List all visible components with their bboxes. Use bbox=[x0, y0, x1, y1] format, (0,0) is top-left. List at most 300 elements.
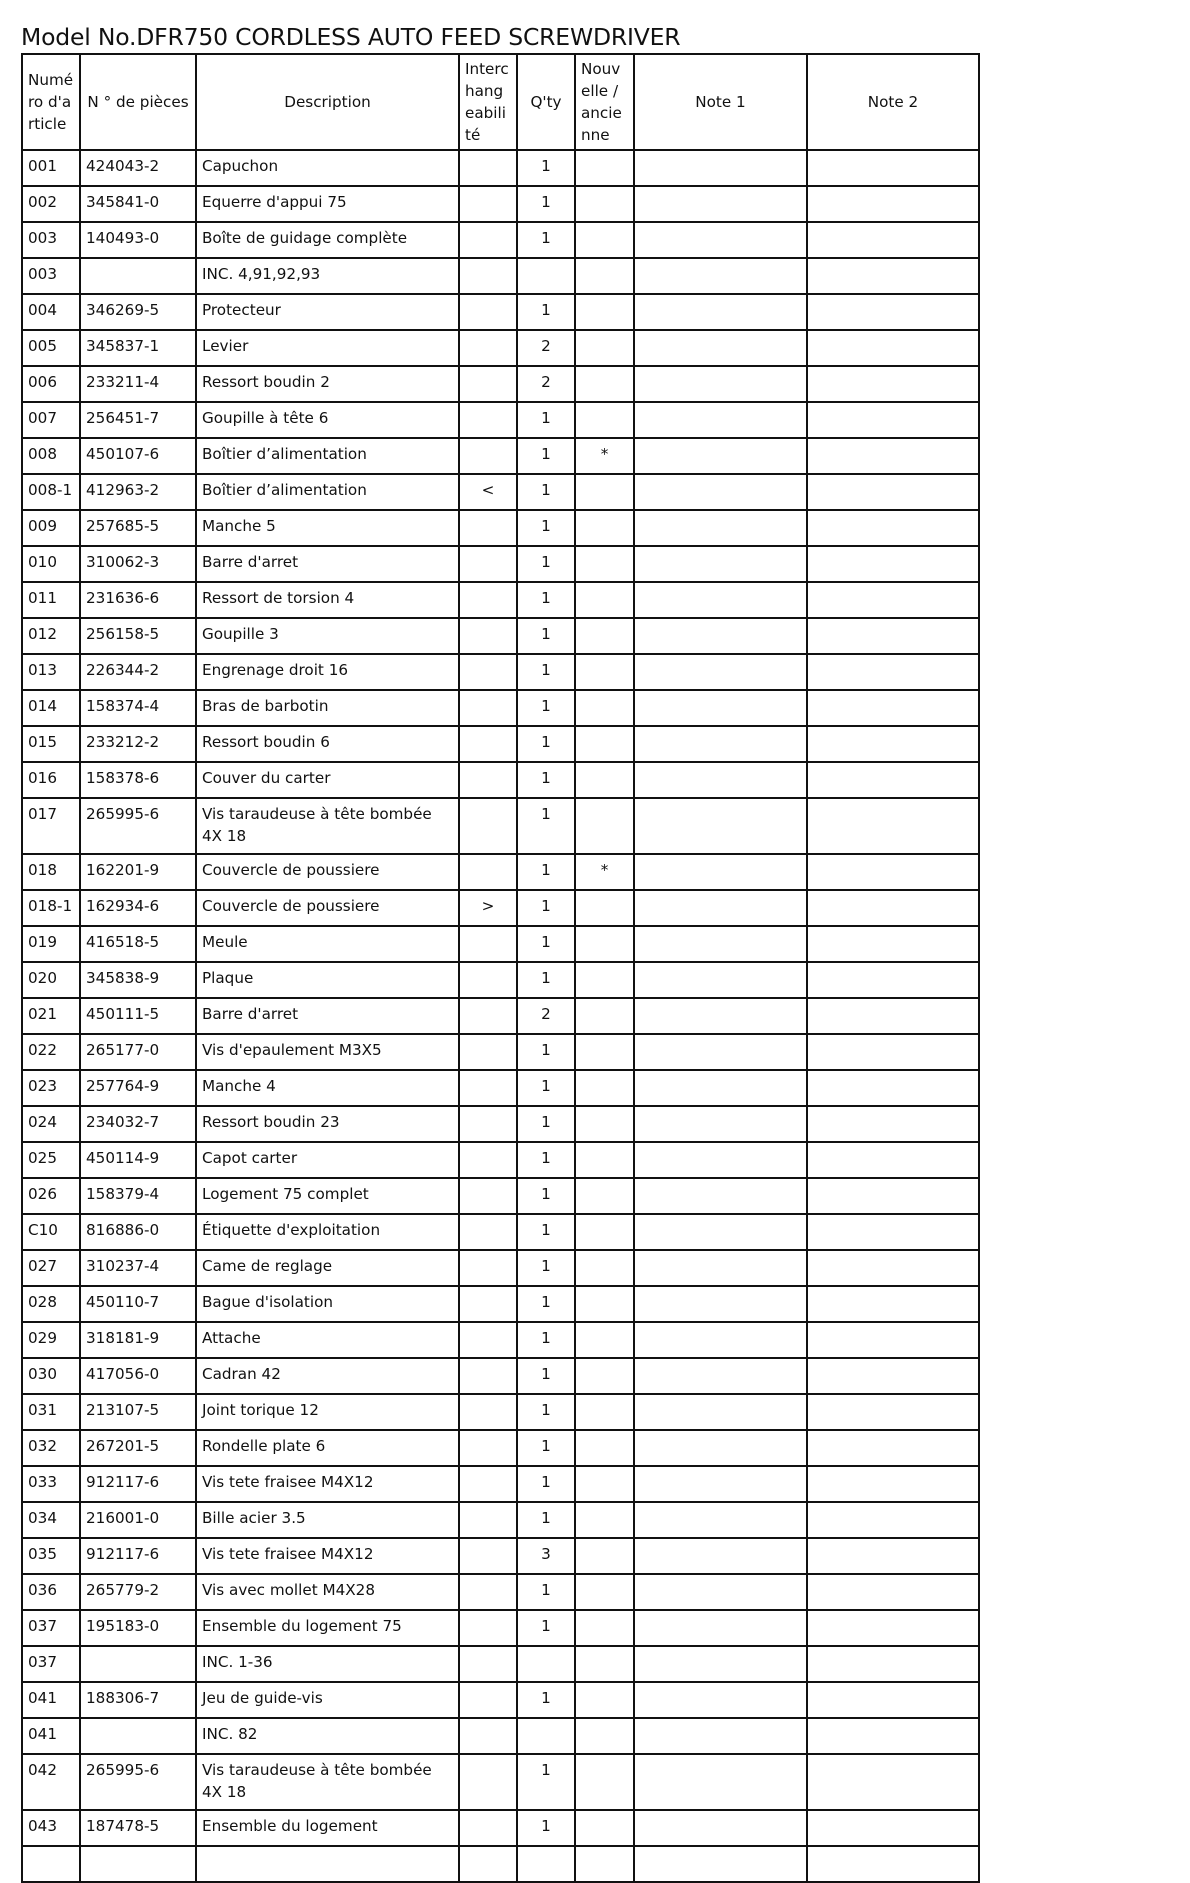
description-cell: Ensemble du logement 75 bbox=[196, 1610, 459, 1646]
description-cell: Barre d'arret bbox=[196, 546, 459, 582]
note-1-cell bbox=[634, 222, 807, 258]
note-1-cell bbox=[634, 1358, 807, 1394]
note-1-cell bbox=[634, 1394, 807, 1430]
quantity-cell: 1 bbox=[517, 798, 575, 854]
quantity-cell: 1 bbox=[517, 1178, 575, 1214]
new-old-cell bbox=[575, 726, 634, 762]
new-old-cell bbox=[575, 1322, 634, 1358]
quantity-cell: 1 bbox=[517, 438, 575, 474]
part-number-cell: 256158-5 bbox=[80, 618, 196, 654]
part-number-cell: 231636-6 bbox=[80, 582, 196, 618]
interchangeability-cell bbox=[459, 1070, 517, 1106]
quantity-cell: 1 bbox=[517, 222, 575, 258]
quantity-cell: 1 bbox=[517, 1810, 575, 1846]
item-number-cell: 003 bbox=[22, 258, 80, 294]
part-number-cell: 216001-0 bbox=[80, 1502, 196, 1538]
description-cell: Came de reglage bbox=[196, 1250, 459, 1286]
part-number-cell: 257764-9 bbox=[80, 1070, 196, 1106]
quantity-cell: 1 bbox=[517, 1610, 575, 1646]
item-number-cell: 021 bbox=[22, 998, 80, 1034]
new-old-cell bbox=[575, 186, 634, 222]
quantity-cell: 1 bbox=[517, 890, 575, 926]
part-number-cell: 265995-6 bbox=[80, 798, 196, 854]
interchangeability-cell bbox=[459, 1286, 517, 1322]
note-1-cell bbox=[634, 582, 807, 618]
item-number-cell: 008-1 bbox=[22, 474, 80, 510]
part-number-cell: 158374-4 bbox=[80, 690, 196, 726]
table-row bbox=[22, 1214, 979, 1250]
part-number-cell: 233212-2 bbox=[80, 726, 196, 762]
part-number-cell: 345837-1 bbox=[80, 330, 196, 366]
note-1-cell bbox=[634, 474, 807, 510]
interchangeability-cell: < bbox=[459, 474, 517, 510]
part-number-cell bbox=[80, 1718, 196, 1754]
table-row bbox=[22, 1610, 979, 1646]
table-row bbox=[22, 1034, 979, 1070]
item-number-cell: 036 bbox=[22, 1574, 80, 1610]
part-number-cell: 188306-7 bbox=[80, 1682, 196, 1718]
note-2-cell bbox=[807, 366, 979, 402]
part-number-cell: 213107-5 bbox=[80, 1394, 196, 1430]
note-1-cell bbox=[634, 258, 807, 294]
note-1-cell bbox=[634, 1034, 807, 1070]
interchangeability-cell bbox=[459, 546, 517, 582]
description-cell: Ensemble du logement bbox=[196, 1810, 459, 1846]
quantity-cell: 1 bbox=[517, 186, 575, 222]
quantity-cell: 2 bbox=[517, 998, 575, 1034]
quantity-cell: 1 bbox=[517, 1682, 575, 1718]
note-1-cell bbox=[634, 150, 807, 186]
description-cell: Engrenage droit 16 bbox=[196, 654, 459, 690]
table-row bbox=[22, 1646, 979, 1682]
item-number-cell: 012 bbox=[22, 618, 80, 654]
part-number-cell: 267201-5 bbox=[80, 1430, 196, 1466]
interchangeability-cell bbox=[459, 186, 517, 222]
note-1-cell bbox=[634, 186, 807, 222]
item-number-cell: 015 bbox=[22, 726, 80, 762]
note-1-cell bbox=[634, 726, 807, 762]
quantity-cell: 1 bbox=[517, 618, 575, 654]
item-number-cell: 009 bbox=[22, 510, 80, 546]
header-new-old: Nouvelle / ancienne bbox=[575, 54, 634, 150]
new-old-cell: * bbox=[575, 438, 634, 474]
item-number-cell: 011 bbox=[22, 582, 80, 618]
interchangeability-cell bbox=[459, 1466, 517, 1502]
interchangeability-cell bbox=[459, 854, 517, 890]
note-2-cell bbox=[807, 1394, 979, 1430]
table-row bbox=[22, 1106, 979, 1142]
part-number-cell bbox=[80, 258, 196, 294]
new-old-cell bbox=[575, 258, 634, 294]
note-2-cell bbox=[807, 926, 979, 962]
note-2-cell bbox=[807, 690, 979, 726]
note-2-cell bbox=[807, 330, 979, 366]
quantity-cell: 1 bbox=[517, 1466, 575, 1502]
table-row bbox=[22, 546, 979, 582]
new-old-cell bbox=[575, 1810, 634, 1846]
quantity-cell: 1 bbox=[517, 150, 575, 186]
interchangeability-cell bbox=[459, 1358, 517, 1394]
new-old-cell bbox=[575, 1538, 634, 1574]
note-2-cell bbox=[807, 962, 979, 998]
interchangeability-cell bbox=[459, 258, 517, 294]
part-number-cell: 226344-2 bbox=[80, 654, 196, 690]
note-1-cell bbox=[634, 1430, 807, 1466]
table-row bbox=[22, 726, 979, 762]
table-row bbox=[22, 1286, 979, 1322]
note-2-cell bbox=[807, 1430, 979, 1466]
new-old-cell bbox=[575, 1106, 634, 1142]
item-number-cell: 010 bbox=[22, 546, 80, 582]
new-old-cell bbox=[575, 1610, 634, 1646]
item-number-cell: 027 bbox=[22, 1250, 80, 1286]
item-number-cell: 032 bbox=[22, 1430, 80, 1466]
part-number-cell: 265779-2 bbox=[80, 1574, 196, 1610]
new-old-cell bbox=[575, 1394, 634, 1430]
part-number-cell: 140493-0 bbox=[80, 222, 196, 258]
quantity-cell: 1 bbox=[517, 510, 575, 546]
interchangeability-cell bbox=[459, 1142, 517, 1178]
note-2-cell bbox=[807, 1034, 979, 1070]
description-cell: Boîtier d’alimentation bbox=[196, 474, 459, 510]
parts-table bbox=[21, 53, 980, 1883]
note-2-cell bbox=[807, 1610, 979, 1646]
description-cell: Vis tete fraisee M4X12 bbox=[196, 1466, 459, 1502]
note-1-cell bbox=[634, 1538, 807, 1574]
note-1-cell bbox=[634, 654, 807, 690]
interchangeability-cell bbox=[459, 582, 517, 618]
part-number-cell: 346269-5 bbox=[80, 294, 196, 330]
description-cell: Couver du carter bbox=[196, 762, 459, 798]
note-1-cell bbox=[634, 1466, 807, 1502]
note-2-cell bbox=[807, 510, 979, 546]
quantity-cell: 3 bbox=[517, 1538, 575, 1574]
table-row bbox=[22, 1754, 979, 1810]
note-2-cell bbox=[807, 1810, 979, 1846]
note-1-cell bbox=[634, 1574, 807, 1610]
item-number-cell: 003 bbox=[22, 222, 80, 258]
table-row bbox=[22, 1142, 979, 1178]
part-number-cell: 417056-0 bbox=[80, 1358, 196, 1394]
description-cell: Vis taraudeuse à tête bombée 4X 18 bbox=[196, 798, 459, 854]
description-cell: Boîtier d’alimentation bbox=[196, 438, 459, 474]
description-cell: Levier bbox=[196, 330, 459, 366]
new-old-cell bbox=[575, 1070, 634, 1106]
note-1-cell bbox=[634, 1502, 807, 1538]
note-2-cell bbox=[807, 1214, 979, 1250]
table-row bbox=[22, 1250, 979, 1286]
part-number-cell: 256451-7 bbox=[80, 402, 196, 438]
quantity-cell: 1 bbox=[517, 1214, 575, 1250]
note-2-cell bbox=[807, 654, 979, 690]
note-1-cell bbox=[634, 1106, 807, 1142]
note-1-cell bbox=[634, 1718, 807, 1754]
note-1-cell bbox=[634, 438, 807, 474]
interchangeability-cell bbox=[459, 798, 517, 854]
new-old-cell: * bbox=[575, 854, 634, 890]
header-part-no: N ° de pièces bbox=[80, 54, 196, 150]
table-row bbox=[22, 798, 979, 854]
description-cell: Joint torique 12 bbox=[196, 1394, 459, 1430]
description-cell: Logement 75 complet bbox=[196, 1178, 459, 1214]
table-row bbox=[22, 366, 979, 402]
new-old-cell bbox=[575, 1214, 634, 1250]
note-1-cell bbox=[634, 366, 807, 402]
note-1-cell bbox=[634, 798, 807, 854]
note-2-cell bbox=[807, 798, 979, 854]
note-2-cell bbox=[807, 726, 979, 762]
description-cell: Étiquette d'exploitation bbox=[196, 1214, 459, 1250]
note-2-cell bbox=[807, 1574, 979, 1610]
description-cell: Goupille 3 bbox=[196, 618, 459, 654]
quantity-cell: 1 bbox=[517, 582, 575, 618]
description-cell: Cadran 42 bbox=[196, 1358, 459, 1394]
table-row bbox=[22, 1574, 979, 1610]
quantity-cell: 1 bbox=[517, 1322, 575, 1358]
interchangeability-cell bbox=[459, 1106, 517, 1142]
note-2-cell bbox=[807, 1070, 979, 1106]
item-number-cell: 037 bbox=[22, 1646, 80, 1682]
item-number-cell: C10 bbox=[22, 1214, 80, 1250]
new-old-cell bbox=[575, 762, 634, 798]
table-row bbox=[22, 962, 979, 998]
note-2-cell bbox=[807, 1718, 979, 1754]
table-row bbox=[22, 402, 979, 438]
header-description: Description bbox=[196, 54, 459, 150]
note-2-cell bbox=[807, 1106, 979, 1142]
part-number-cell: 816886-0 bbox=[80, 1214, 196, 1250]
interchangeability-cell bbox=[459, 1538, 517, 1574]
note-2-cell bbox=[807, 854, 979, 890]
description-cell: Capot carter bbox=[196, 1142, 459, 1178]
description-cell: Boîte de guidage complète bbox=[196, 222, 459, 258]
description-cell: Capuchon bbox=[196, 150, 459, 186]
interchangeability-cell bbox=[459, 150, 517, 186]
table-row bbox=[22, 1846, 979, 1882]
quantity-cell: 1 bbox=[517, 1070, 575, 1106]
interchangeability-cell bbox=[459, 366, 517, 402]
description-cell: Bague d'isolation bbox=[196, 1286, 459, 1322]
quantity-cell: 1 bbox=[517, 726, 575, 762]
quantity-cell: 1 bbox=[517, 762, 575, 798]
part-number-cell: 265995-6 bbox=[80, 1754, 196, 1810]
table-row bbox=[22, 438, 979, 474]
note-2-cell bbox=[807, 1142, 979, 1178]
note-2-cell bbox=[807, 438, 979, 474]
description-cell: Couvercle de poussiere bbox=[196, 854, 459, 890]
quantity-cell: 1 bbox=[517, 690, 575, 726]
table-row bbox=[22, 186, 979, 222]
note-1-cell bbox=[634, 1070, 807, 1106]
quantity-cell bbox=[517, 1646, 575, 1682]
quantity-cell: 1 bbox=[517, 402, 575, 438]
note-2-cell bbox=[807, 762, 979, 798]
interchangeability-cell bbox=[459, 1682, 517, 1718]
description-cell: INC. 82 bbox=[196, 1718, 459, 1754]
part-number-cell: 450107-6 bbox=[80, 438, 196, 474]
quantity-cell: 1 bbox=[517, 1754, 575, 1810]
note-1-cell bbox=[634, 998, 807, 1034]
header-qty: Q'ty bbox=[517, 54, 575, 150]
quantity-cell: 1 bbox=[517, 926, 575, 962]
interchangeability-cell bbox=[459, 690, 517, 726]
part-number-cell: 162201-9 bbox=[80, 854, 196, 890]
header-note-2: Note 2 bbox=[807, 54, 979, 150]
new-old-cell bbox=[575, 1718, 634, 1754]
description-cell: Ressort boudin 23 bbox=[196, 1106, 459, 1142]
note-1-cell bbox=[634, 890, 807, 926]
interchangeability-cell bbox=[459, 762, 517, 798]
item-number-cell: 025 bbox=[22, 1142, 80, 1178]
interchangeability-cell bbox=[459, 1574, 517, 1610]
note-1-cell bbox=[634, 1754, 807, 1810]
interchangeability-cell bbox=[459, 1394, 517, 1430]
new-old-cell bbox=[575, 474, 634, 510]
table-row bbox=[22, 926, 979, 962]
note-1-cell bbox=[634, 962, 807, 998]
new-old-cell bbox=[575, 1754, 634, 1810]
note-1-cell bbox=[634, 762, 807, 798]
part-number-cell: 310237-4 bbox=[80, 1250, 196, 1286]
item-number-cell: 007 bbox=[22, 402, 80, 438]
interchangeability-cell bbox=[459, 1754, 517, 1810]
new-old-cell bbox=[575, 582, 634, 618]
part-number-cell: 195183-0 bbox=[80, 1610, 196, 1646]
quantity-cell: 1 bbox=[517, 1430, 575, 1466]
note-2-cell bbox=[807, 1846, 979, 1882]
note-1-cell bbox=[634, 1250, 807, 1286]
note-1-cell bbox=[634, 854, 807, 890]
item-number-cell: 001 bbox=[22, 150, 80, 186]
new-old-cell bbox=[575, 510, 634, 546]
parts-table-body bbox=[22, 150, 979, 1882]
new-old-cell bbox=[575, 890, 634, 926]
quantity-cell bbox=[517, 1846, 575, 1882]
item-number-cell: 017 bbox=[22, 798, 80, 854]
description-cell: Vis taraudeuse à tête bombée 4X 18 bbox=[196, 1754, 459, 1810]
note-2-cell bbox=[807, 1178, 979, 1214]
part-number-cell: 345838-9 bbox=[80, 962, 196, 998]
description-cell: Plaque bbox=[196, 962, 459, 998]
note-1-cell bbox=[634, 1810, 807, 1846]
part-number-cell: 412963-2 bbox=[80, 474, 196, 510]
item-number-cell: 033 bbox=[22, 1466, 80, 1502]
table-row bbox=[22, 1538, 979, 1574]
document-title: Model No.DFR750 CORDLESS AUTO FEED SCREWDRIVER bbox=[21, 23, 681, 51]
part-number-cell: 345841-0 bbox=[80, 186, 196, 222]
new-old-cell bbox=[575, 1646, 634, 1682]
table-row bbox=[22, 258, 979, 294]
interchangeability-cell bbox=[459, 438, 517, 474]
interchangeability-cell bbox=[459, 1214, 517, 1250]
item-number-cell: 004 bbox=[22, 294, 80, 330]
note-1-cell bbox=[634, 1682, 807, 1718]
interchangeability-cell bbox=[459, 998, 517, 1034]
description-cell: Vis avec mollet M4X28 bbox=[196, 1574, 459, 1610]
interchangeability-cell bbox=[459, 618, 517, 654]
table-row bbox=[22, 690, 979, 726]
note-1-cell bbox=[634, 618, 807, 654]
new-old-cell bbox=[575, 366, 634, 402]
interchangeability-cell bbox=[459, 402, 517, 438]
interchangeability-cell bbox=[459, 1718, 517, 1754]
note-2-cell bbox=[807, 222, 979, 258]
description-cell: Meule bbox=[196, 926, 459, 962]
interchangeability-cell bbox=[459, 1810, 517, 1846]
quantity-cell: 2 bbox=[517, 366, 575, 402]
table-row bbox=[22, 150, 979, 186]
part-number-cell: 450114-9 bbox=[80, 1142, 196, 1178]
note-2-cell bbox=[807, 1646, 979, 1682]
note-2-cell bbox=[807, 150, 979, 186]
new-old-cell bbox=[575, 1034, 634, 1070]
description-cell: Manche 5 bbox=[196, 510, 459, 546]
quantity-cell: 2 bbox=[517, 330, 575, 366]
description-cell: Vis d'epaulement M3X5 bbox=[196, 1034, 459, 1070]
note-2-cell bbox=[807, 546, 979, 582]
description-cell: Couvercle de poussiere bbox=[196, 890, 459, 926]
description-cell: Rondelle plate 6 bbox=[196, 1430, 459, 1466]
table-row bbox=[22, 1718, 979, 1754]
item-number-cell: 043 bbox=[22, 1810, 80, 1846]
header-item-no: Numéro d'article bbox=[22, 54, 80, 150]
part-number-cell: 233211-4 bbox=[80, 366, 196, 402]
quantity-cell: 1 bbox=[517, 546, 575, 582]
note-2-cell bbox=[807, 1502, 979, 1538]
description-cell: Attache bbox=[196, 1322, 459, 1358]
interchangeability-cell bbox=[459, 1610, 517, 1646]
item-number-cell: 016 bbox=[22, 762, 80, 798]
new-old-cell bbox=[575, 330, 634, 366]
description-cell: Bille acier 3.5 bbox=[196, 1502, 459, 1538]
item-number-cell: 037 bbox=[22, 1610, 80, 1646]
new-old-cell bbox=[575, 1358, 634, 1394]
interchangeability-cell bbox=[459, 1034, 517, 1070]
part-number-cell: 912117-6 bbox=[80, 1466, 196, 1502]
description-cell: INC. 4,91,92,93 bbox=[196, 258, 459, 294]
note-1-cell bbox=[634, 294, 807, 330]
interchangeability-cell: > bbox=[459, 890, 517, 926]
note-2-cell bbox=[807, 1538, 979, 1574]
note-2-cell bbox=[807, 1322, 979, 1358]
table-row bbox=[22, 1810, 979, 1846]
note-2-cell bbox=[807, 1682, 979, 1718]
item-number-cell: 023 bbox=[22, 1070, 80, 1106]
table-row bbox=[22, 762, 979, 798]
item-number-cell: 008 bbox=[22, 438, 80, 474]
new-old-cell bbox=[575, 294, 634, 330]
interchangeability-cell bbox=[459, 222, 517, 258]
note-1-cell bbox=[634, 1610, 807, 1646]
note-2-cell bbox=[807, 294, 979, 330]
new-old-cell bbox=[575, 1574, 634, 1610]
interchangeability-cell bbox=[459, 1430, 517, 1466]
part-number-cell: 257685-5 bbox=[80, 510, 196, 546]
table-row bbox=[22, 998, 979, 1034]
new-old-cell bbox=[575, 1286, 634, 1322]
new-old-cell bbox=[575, 1466, 634, 1502]
new-old-cell bbox=[575, 222, 634, 258]
note-2-cell bbox=[807, 474, 979, 510]
description-cell: Bras de barbotin bbox=[196, 690, 459, 726]
note-2-cell bbox=[807, 1358, 979, 1394]
quantity-cell: 1 bbox=[517, 962, 575, 998]
item-number-cell: 006 bbox=[22, 366, 80, 402]
note-2-cell bbox=[807, 1754, 979, 1810]
item-number-cell: 041 bbox=[22, 1682, 80, 1718]
description-cell: Ressort boudin 6 bbox=[196, 726, 459, 762]
part-number-cell: 424043-2 bbox=[80, 150, 196, 186]
